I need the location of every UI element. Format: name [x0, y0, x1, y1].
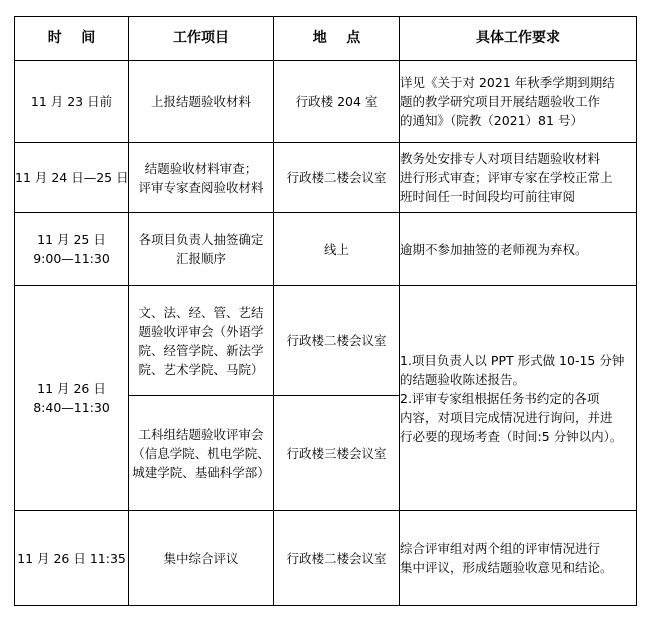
row-project: 集中综合评议 — [129, 511, 274, 606]
row-time: 11 月 23 日前 — [15, 61, 129, 143]
row-requirements: 综合评审组对两个组的评审情况进行 集中评议，形成结题验收意见和结论。 — [400, 511, 637, 606]
row-requirements: 教务处安排专人对项目结题验收材料 进行形式审查；评审专家在学校正常上 班时间任一时间段均可前往审阅 — [400, 143, 637, 213]
row-place: 行政楼二楼会议室 — [274, 286, 400, 396]
row-time: 11 月 25 日 9:00—11:30 — [15, 213, 129, 286]
table-row — [15, 213, 637, 286]
row-place: 行政楼三楼会议室 — [274, 396, 400, 511]
header-requirements: 具体工作要求 — [400, 17, 637, 61]
row-project: 文、法、经、管、艺结 题验收评审会（外语学 院、经管学院、新法学 院、艺术学院、马院） — [129, 286, 274, 396]
header-place: 地 点 — [274, 17, 400, 61]
table-row — [15, 61, 637, 143]
row-project: 工科组结题验收评审会 （信息学院、机电学院、 城建学院、基础科学部） — [129, 396, 274, 511]
row-place: 行政楼二楼会议室 — [274, 143, 400, 213]
row-requirements: 逾期不参加抽签的老师视为弃权。 — [400, 213, 637, 286]
schedule-table — [14, 16, 637, 606]
row-time: 11 月 24 日—25 日 — [15, 143, 129, 213]
row-time: 11 月 26 日 11:35 — [15, 511, 129, 606]
table-row — [15, 143, 637, 213]
row-project: 各项目负责人抽签确定 汇报顺序 — [129, 213, 274, 286]
header-time: 时 间 — [15, 17, 129, 61]
row-requirements: 1.项目负责人以 PPT 形式做 10-15 分钟 的结题验收陈述报告。 2.评审专家组根据任务书约定的各项 内容，对项目完成情况进行询问，并进 行必要的现场考查（时间:5 分钟以内）。 — [400, 286, 637, 511]
header-project: 工作项目 — [129, 17, 274, 61]
row-place: 行政楼二楼会议室 — [274, 511, 400, 606]
row-project: 上报结题验收材料 — [129, 61, 274, 143]
row-place: 行政楼 204 室 — [274, 61, 400, 143]
row-requirements: 详见《关于对 2021 年秋季学期到期结 题的教学研究项目开展结题验收工作 的通知》（院教（2021）81 号） — [400, 61, 637, 143]
row-time: 11 月 26 日 8:40—11:30 — [15, 286, 129, 511]
header-row — [15, 17, 637, 61]
row-place: 线上 — [274, 213, 400, 286]
table-row — [15, 511, 637, 606]
table-row — [15, 286, 637, 396]
row-project: 结题验收材料审查； 评审专家查阅验收材料 — [129, 143, 274, 213]
